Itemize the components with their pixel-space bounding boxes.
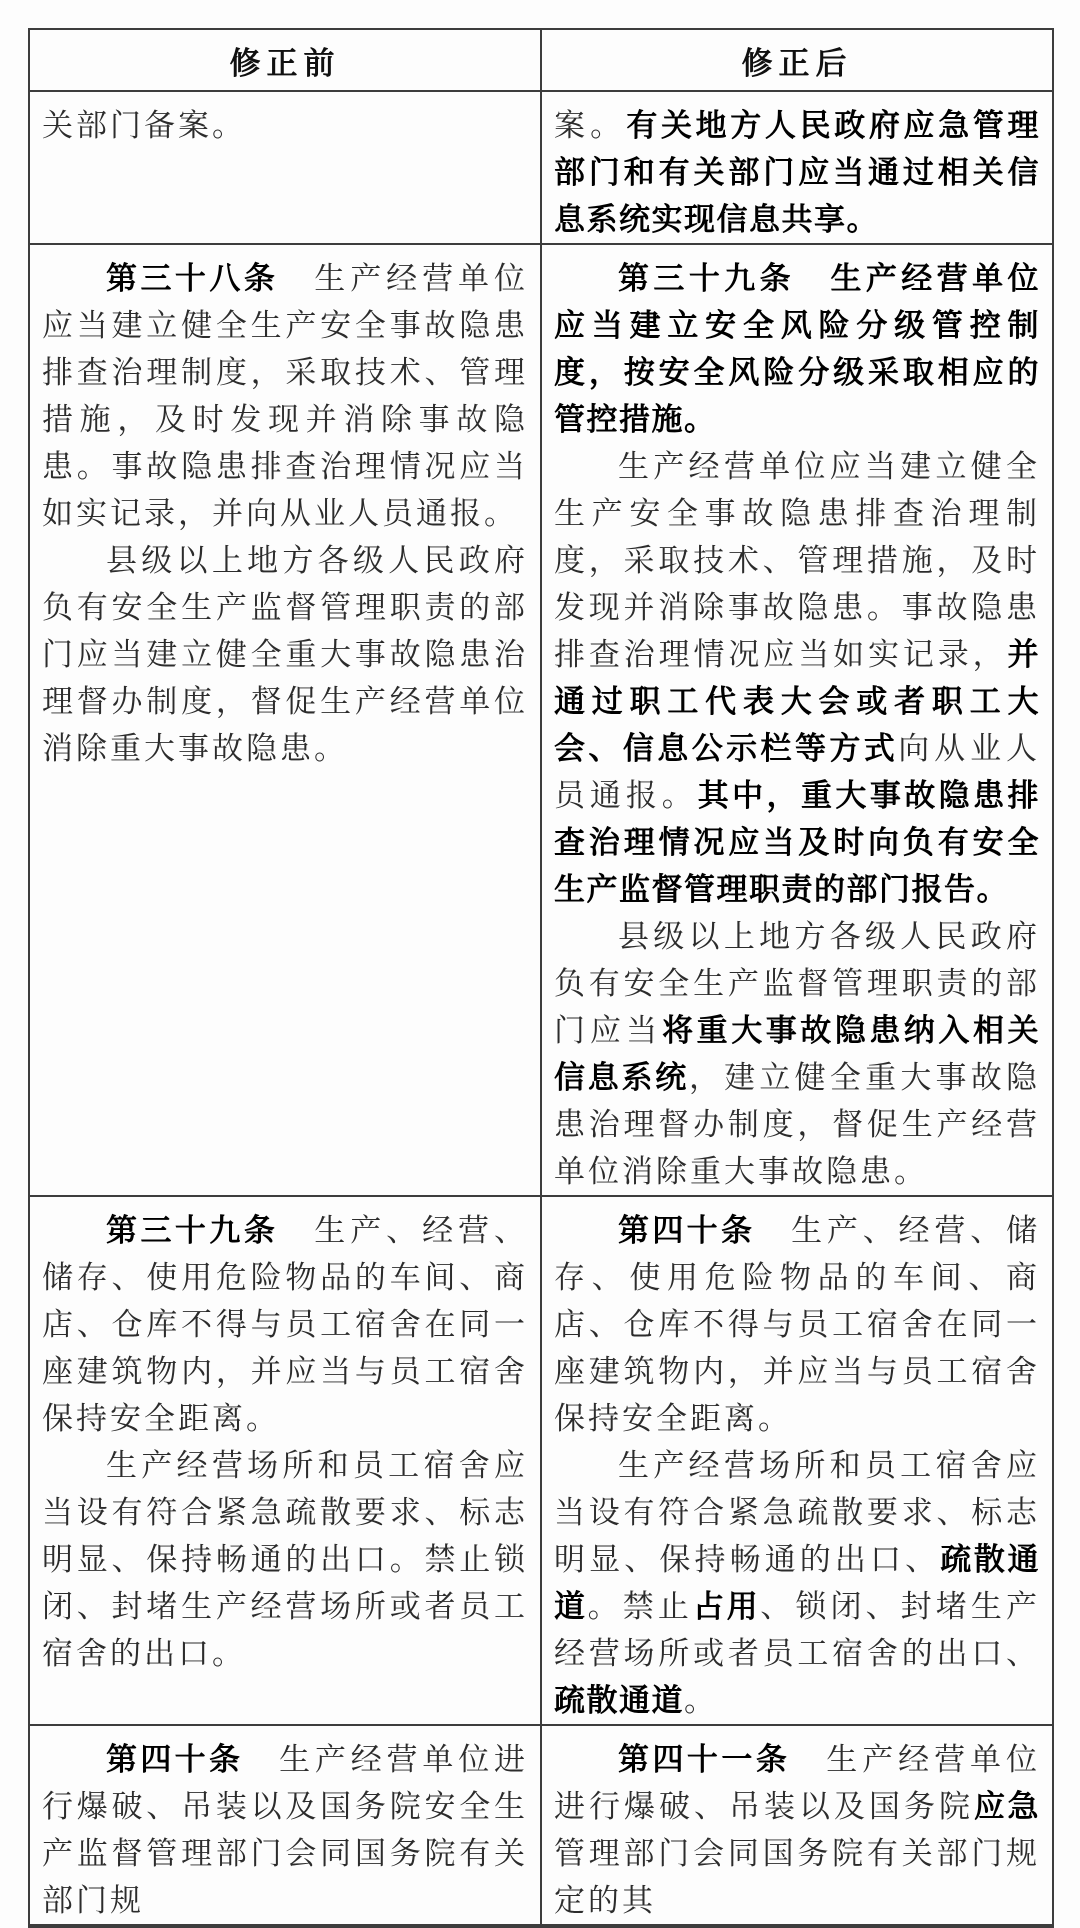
paragraph — [42, 255, 528, 537]
paragraph — [42, 537, 528, 772]
bold-text-segment: 其中，重大事故隐患排查治理情况应当及时向负有安全生产监督管理职责的部门报告。 — [554, 778, 1041, 907]
table-row — [29, 91, 1053, 244]
cell-before — [29, 1725, 541, 1926]
cell-after — [541, 91, 1053, 244]
table-row — [29, 1725, 1053, 1926]
table-row — [29, 1196, 1053, 1725]
paragraph — [554, 443, 1040, 913]
paragraph — [42, 1207, 528, 1442]
text-segment: 生产经营单位进行爆破、吊装以及国务院 — [554, 1742, 1041, 1824]
paragraph — [554, 1207, 1040, 1442]
paragraph — [42, 1736, 528, 1924]
column-header-before: 修正前 — [29, 29, 541, 91]
cell-after — [541, 1725, 1053, 1926]
text-segment: ，建立健全重大事故隐患治理督办制度，督促生产经营单位消除重大事故隐患。 — [554, 1060, 1041, 1189]
cell-before — [29, 91, 541, 244]
bold-text-segment: 第三十九条 — [618, 261, 796, 296]
bold-text-segment: 第四十一条 — [618, 1742, 791, 1777]
cell-before — [29, 1196, 541, 1725]
bold-text-segment: 并通过职工代表大会或者职工大会、信息公示栏等方式 — [554, 637, 1040, 766]
paragraph — [554, 1736, 1040, 1924]
bold-text-segment: 占用 — [692, 1589, 761, 1624]
header-row — [29, 29, 1053, 91]
bold-text-segment: 疏散通道 — [554, 1683, 684, 1718]
paragraph — [554, 102, 1040, 243]
table-row — [29, 244, 1053, 1196]
comparison-table — [28, 28, 1054, 1928]
paragraph — [554, 913, 1040, 1195]
paragraph — [554, 255, 1040, 443]
text-segment: 管理部门会同国务院有关部门规定的其 — [554, 1836, 1040, 1918]
text-segment: 生产经营单位应当建立健全生产安全事故隐患排查治理制度，采取技术、管理措施，及时发现并消除事故隐患。事故隐患排查治理情况应当如实记录，并向从业人员通报。 — [42, 261, 529, 531]
text-segment: 生产、经营、储存、使用危险物品的车间、商店、仓库不得与员工宿舍在同一座建筑物内，并应当与员工宿舍保持安全距离。 — [42, 1213, 529, 1436]
text-segment: 生产、经营、储存、使用危险物品的车间、商店、仓库不得与员工宿舍在同一座建筑物内，并应当与员工宿舍保持安全距离。 — [554, 1213, 1041, 1436]
text-segment: 向从业人员通报。 — [554, 731, 1041, 813]
text-segment: 、锁闭、封堵生产经营场所或者员工宿舍的出口、 — [554, 1589, 1041, 1671]
text-segment: 生产经营单位应当建立健全生产安全事故隐患排查治理制度，采取技术、管理措施，及时发现并消除事故隐患。事故隐患排查治理情况应当如实记录， — [554, 449, 1040, 672]
bold-text-segment: 有关地方人民政府应急管理部门和有关部门应当通过相关信息系统实现信息共享。 — [554, 108, 1041, 237]
text-segment: 。禁止 — [587, 1589, 693, 1624]
text-segment: 县级以上地方各级人民政府负有安全生产监督管理职责的部门应当建立健全重大事故隐患治理督办制度，督促生产经营单位消除重大事故隐患。 — [42, 543, 528, 766]
text-segment: 县级以上地方各级人民政府负有安全生产监督管理职责的部门应当 — [554, 919, 1040, 1048]
text-segment: 关部门备案。 — [42, 108, 246, 143]
bold-text-segment: 第三十九条 — [106, 1213, 279, 1248]
bold-text-segment: 第四十条 — [618, 1213, 756, 1248]
bold-text-segment: 将重大事故隐患纳入相关信息系统 — [554, 1013, 1041, 1095]
text-segment: 生产经营场所和员工宿舍应当设有符合紧急疏散要求、标志明显、保持畅通的出口、 — [554, 1448, 1040, 1577]
bold-text-segment: 第三十八条 — [106, 261, 279, 296]
cell-after — [541, 1196, 1053, 1725]
bold-text-segment: 应急 — [974, 1789, 1040, 1824]
text-segment: 。 — [684, 1683, 718, 1718]
bold-text-segment: 生产经营单位应当建立安全风险分级管控制度，按安全风险分级采取相应的管控措施。 — [554, 261, 1041, 437]
bold-text-segment: 疏散通道 — [554, 1542, 1041, 1624]
column-header-after: 修正后 — [541, 29, 1053, 91]
cell-after — [541, 244, 1053, 1196]
cell-before — [29, 244, 541, 1196]
text-segment: 生产经营场所和员工宿舍应当设有符合紧急疏散要求、标志明显、保持畅通的出口。禁止锁闭、封堵生产经营场所或者员工宿舍的出口。 — [42, 1448, 528, 1671]
paragraph — [42, 102, 528, 149]
text-segment: 生产经营单位进行爆破、吊装以及国务院安全生产监督管理部门会同国务院有关部门规 — [42, 1742, 529, 1918]
paragraph — [42, 1442, 528, 1677]
bold-text-segment: 第四十条 — [106, 1742, 244, 1777]
text-segment: 案。 — [554, 108, 627, 143]
paragraph — [554, 1442, 1040, 1724]
